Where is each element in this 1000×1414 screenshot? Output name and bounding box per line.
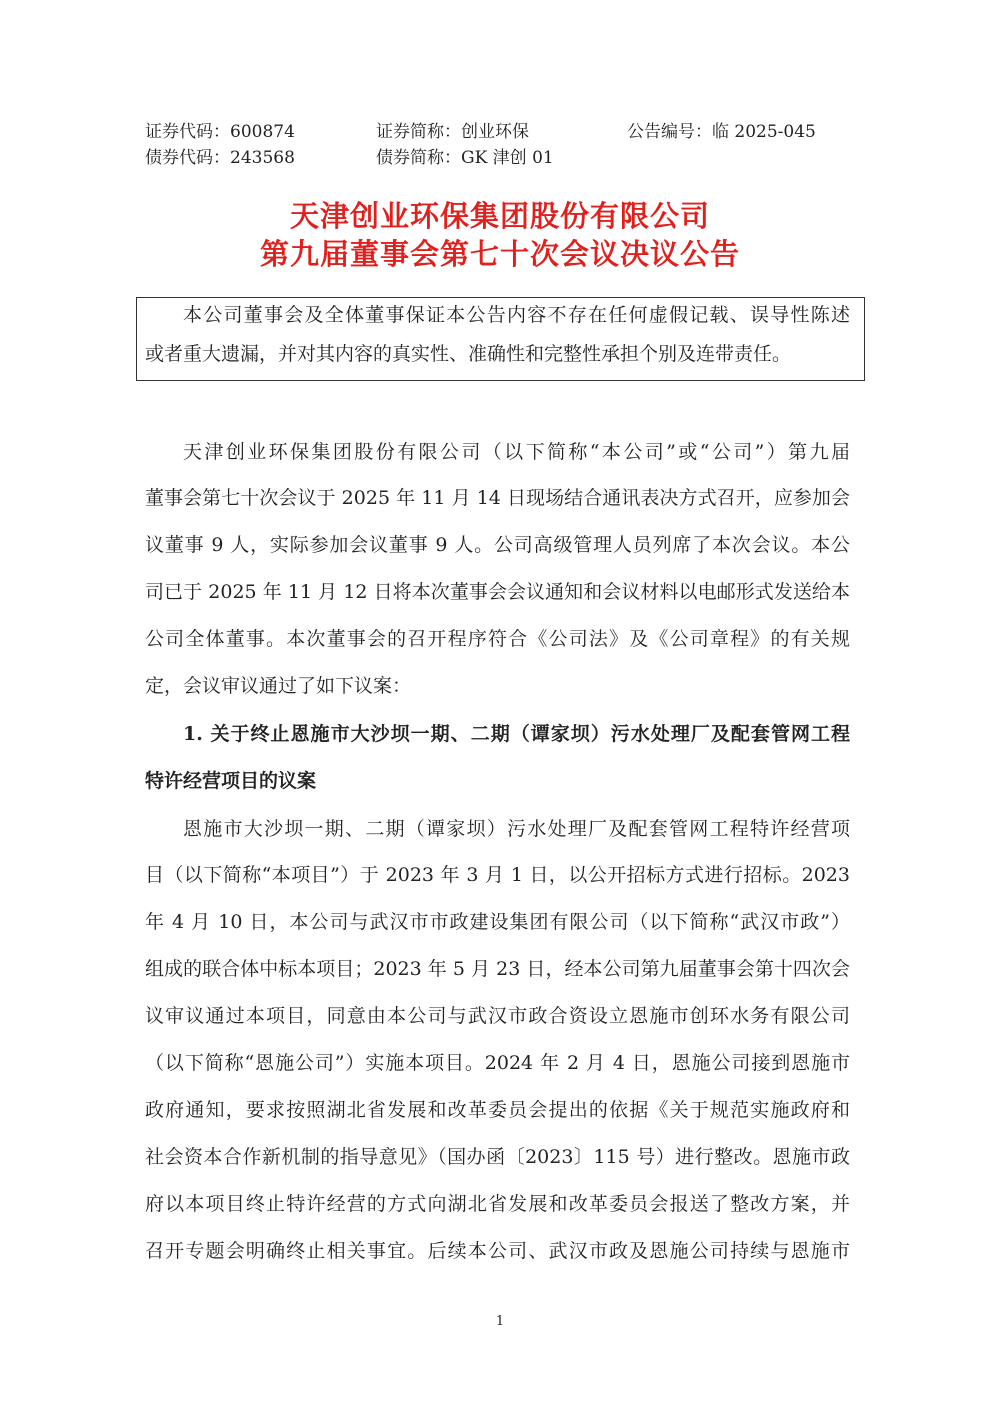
text-line: 召开专题会明确终止相关事宜。后续本公司、武汉市政及恩施公司持续与恩施市 <box>145 1240 850 1262</box>
text-line: 政府通知，要求按照湖北省发展和改革委员会提出的依据《关于规范实施政府和 <box>145 1099 850 1121</box>
text-line: 目（以下简称“本项目”）于 2023 年 3 月 1 日，以公开招标方式进行招标。2023 <box>145 864 850 886</box>
bond-abbreviation: 债券简称：GK 津创 01 <box>376 148 554 168</box>
title-announcement: 第九届董事会第七十次会议决议公告 <box>259 237 740 271</box>
text-line: 府以本项目终止特许经营的方式向湖北省发展和改革委员会报送了整改方案，并 <box>145 1193 850 1215</box>
text-line: 组成的联合体中标本项目；2023 年 5 月 23 日，经本公司第九届董事会第十四次会 <box>145 958 850 980</box>
text-line: 特许经营项目的议案 <box>145 770 317 792</box>
stock-abbreviation: 证券简称：创业环保 <box>376 122 529 142</box>
text-line: 定，会议审议通过了如下议案： <box>145 675 412 697</box>
title-company: 天津创业环保集团股份有限公司 <box>289 199 710 233</box>
notice-number: 公告编号：临 2025-045 <box>627 122 816 142</box>
text-line: 天津创业环保集团股份有限公司（以下简称“本公司”或“公司”）第九届 <box>183 441 850 463</box>
disclaimer-line: 或者重大遗漏，并对其内容的真实性、准确性和完整性承担个别及连带责任。 <box>145 343 792 365</box>
text-line: 年 4 月 10 日，本公司与武汉市市政建设集团有限公司（以下简称“武汉市政”） <box>145 911 850 933</box>
text-line: （以下简称“恩施公司”）实施本项目。2024 年 2 月 4 日，恩施公司接到恩施市 <box>145 1052 850 1074</box>
text-line: 议董事 9 人，实际参加会议董事 9 人。公司高级管理人员列席了本次会议。本公 <box>145 534 850 556</box>
text-line: 1. 关于终止恩施市大沙坝一期、二期（谭家坝）污水处理厂及配套管网工程 <box>183 723 850 745</box>
page-number: 1 <box>495 1314 505 1329</box>
text-line: 恩施市大沙坝一期、二期（谭家坝）污水处理厂及配套管网工程特许经营项 <box>183 818 850 840</box>
bond-code: 债券代码：243568 <box>145 148 295 168</box>
text-line: 社会资本合作新机制的指导意见》（国办函〔2023〕115 号）进行整改。恩施市政 <box>145 1146 850 1168</box>
text-line: 董事会第七十次会议于 2025 年 11 月 14 日现场结合通讯表决方式召开，应参加会 <box>145 487 850 509</box>
text-line: 议审议通过本项目，同意由本公司与武汉市政合资设立恩施市创环水务有限公司 <box>145 1005 850 1027</box>
text-line: 司已于 2025 年 11 月 12 日将本次董事会会议通知和会议材料以电邮形式发送给本 <box>145 581 850 603</box>
stock-code: 证券代码：600874 <box>145 122 295 142</box>
text-line: 公司全体董事。本次董事会的召开程序符合《公司法》及《公司章程》的有关规 <box>145 628 850 650</box>
disclaimer-line: 本公司董事会及全体董事保证本公告内容不存在任何虚假记载、误导性陈述 <box>183 304 850 326</box>
